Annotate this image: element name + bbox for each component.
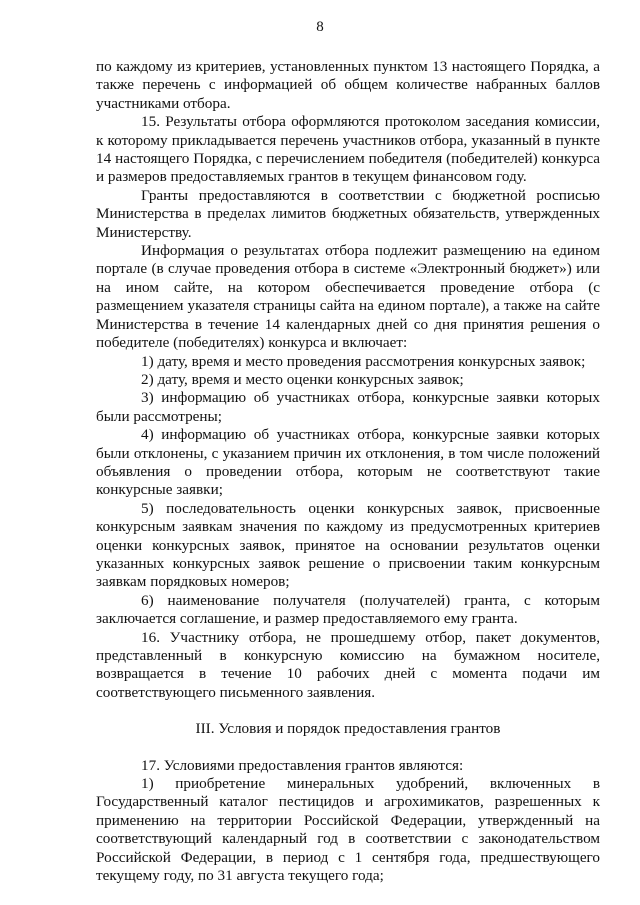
paragraph: Гранты предоставляются в соответствии с бюджетной росписью Министерства в пределах лимитов бюджетных обязательств, утвержденных Министерству. xyxy=(96,186,600,241)
paragraph: Информация о результатах отбора подлежит размещению на едином портале (в случае проведения отбора в системе «Электронный бюджет») или на ином сайте, на котором обеспечивается проведение отбора (с размещением указателя страницы сайта на едином портале), а также на сайте Министерства в течение 14 календарных дней со дня принятия решения о победителе (победителях) конкурса и включает: xyxy=(96,242,600,352)
list-item: 1) дату, время и место проведения рассмотрения конкурсных заявок; xyxy=(141,352,586,370)
list-item: 6) наименование получателя (получателей) гранта, с которым заключается соглашение, и размер предоставляемого ему гранта. xyxy=(96,591,600,628)
page-number: 8 xyxy=(316,19,324,35)
list-item: 2) дату, время и место оценки конкурсных заявок; xyxy=(141,370,464,388)
list-item: 5) последовательность оценки конкурсных заявок, присвоенные конкурсным заявкам значения по каждому из предусмотренных критериев оценки конкурсных заявок, принятое на основании результатов оценки указанных конкурсных заявок решение о присвоении таким конкурсным заявкам порядковых номеров; xyxy=(96,499,600,591)
list-item: 3) информацию об участниках отбора, конкурсные заявки которых были рассмотрены; xyxy=(96,389,600,425)
paragraph: 16. Участнику отбора, не прошедшему отбор, пакет документов, представленный в конкурсную комиссию на бумажном носителе, возвращается в течение 10 рабочих дней с момента подачи им соответствующего письменного заявления. xyxy=(96,628,600,701)
paragraph: 15. Результаты отбора оформляются протоколом заседания комиссии, к которому прикладывается перечень участников отбора, указанный в пункте 14 настоящего Порядка, с перечислением победителя (победителей) конкурса и размеров предоставляемых грантов в текущем финансовом году. xyxy=(96,113,600,186)
section-heading: III. Условия и порядок предоставления грантов xyxy=(195,720,501,738)
list-item: 1) приобретение минеральных удобрений, включенных в Государственный каталог пестицидов и агрохимикатов, разрешенных к применению на территории Российской Федерации, утвержденный на соответствующий календарный год в соответствии с законодательством Российской Федерации, в период с 1 сентября года, предшествующего текущему году, по 31 августа текущего года; xyxy=(96,775,600,885)
list-item: 4) информацию об участниках отбора, конкурсные заявки которых были отклонены, с указанием причин их отклонения, в том числе положений объявления о проведении отбора, которым не соответствуют такие конкурсные заявки; xyxy=(96,426,600,499)
paragraph: 17. Условиями предоставления грантов являются: xyxy=(141,756,464,774)
document-body xyxy=(96,58,600,885)
paragraph: по каждому из критериев, установленных пунктом 13 настоящего Порядка, а также перечень с информацией об общем количестве набранных баллов участниками отбора. xyxy=(96,58,600,112)
